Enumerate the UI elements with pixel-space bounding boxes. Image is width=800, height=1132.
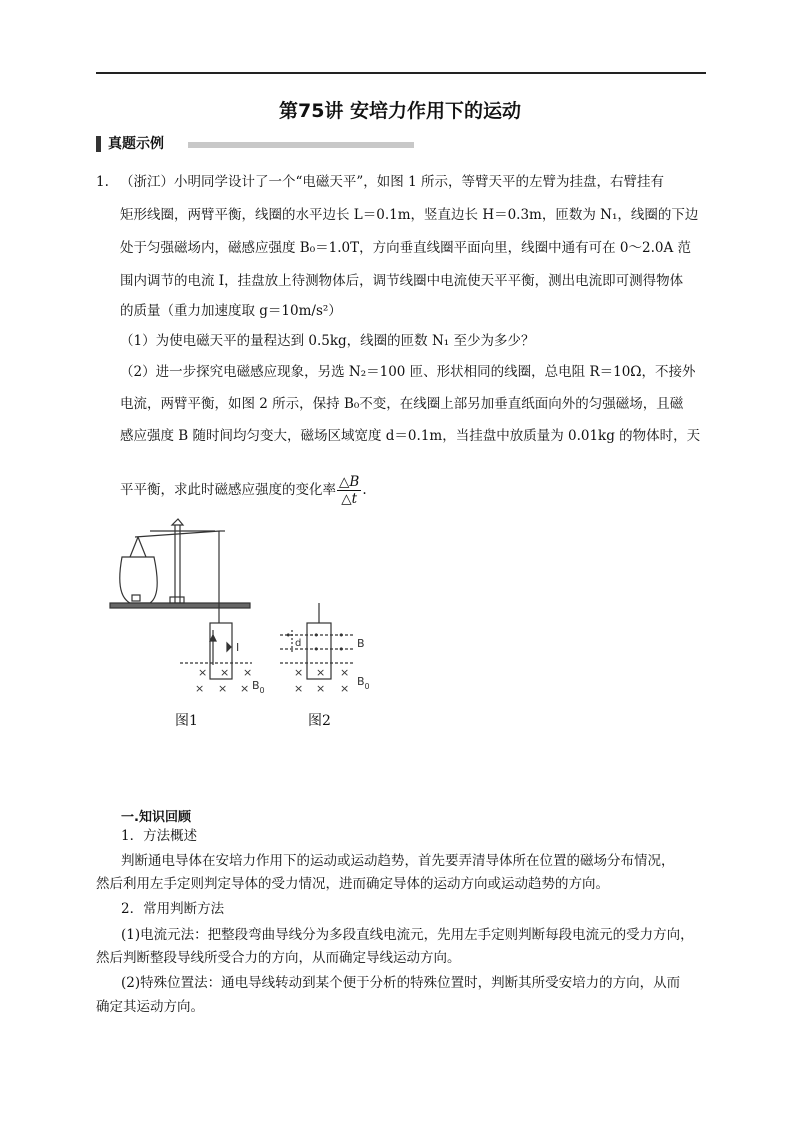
cross-mark: × — [316, 682, 326, 695]
cross-mark: × — [220, 666, 230, 679]
label-I: I — [236, 641, 240, 654]
question-2-line: （2）进一步探究电磁感应现象，另选 N₂＝100 匝、形状相同的线圈，总电阻 R＝10Ω，不接外 — [120, 364, 696, 380]
problem-number: 1. — [96, 174, 109, 190]
balance-arm-left — [135, 531, 220, 537]
problem-line: 的质量（重力加速度取 g＝10m/s²） — [120, 303, 342, 319]
paragraph-line: (1)电流元法：把整段弯曲导线分为多段直线电流元，先用左手定则判断每段电流元的受力方向， — [121, 927, 694, 943]
current-arrow-up — [210, 635, 216, 641]
label-B0-sub: 0 — [259, 686, 265, 695]
problem-line: （浙江）小明同学设计了一个“电磁天平”，如图 1 所示，等臂天平的左臂为挂盘，右臂挂有 — [120, 174, 664, 190]
cross-mark: × — [218, 682, 228, 695]
rate-fraction — [337, 474, 361, 507]
dot-mark: • — [313, 629, 320, 642]
cross-mark: × — [198, 666, 208, 679]
figure-balance — [100, 515, 400, 735]
top-rule — [96, 72, 706, 74]
label-B0-letter: B — [252, 679, 260, 692]
label-B0-fig2 — [357, 675, 370, 691]
cross-mark: × — [340, 666, 350, 679]
q2-prefix: 平平衡，求此时磁感应强度的变化率 — [120, 482, 336, 498]
question-1: （1）为使电磁天平的量程达到 0.5kg，线圈的匝数 N₁ 至少为多少？ — [120, 333, 535, 349]
fraction-numerator: △B — [339, 474, 360, 490]
dot-mark: • — [285, 629, 292, 642]
paragraph-line: 然后利用左手定则判定导体的受力情况，进而确定导体的运动方向或运动趋势的方向。 — [96, 876, 609, 892]
figure-caption-2: 图2 — [308, 713, 331, 729]
paragraph-line: 确定其运动方向。 — [96, 999, 204, 1015]
page-title: 第75讲 安培力作用下的运动 — [278, 100, 522, 122]
label-B0-fig1 — [252, 679, 265, 695]
cross-mark: × — [240, 682, 250, 695]
problem-line: 围内调节的电流 I，挂盘放上待测物体后，调节线圈中电流使天平平衡，测出电流即可测得物体 — [120, 273, 684, 289]
question-2-last-line — [120, 474, 367, 507]
method-overview-title: 1．方法概述 — [121, 828, 198, 844]
cross-mark: × — [243, 666, 253, 679]
weighing-pan — [120, 557, 157, 603]
balance-pivot — [172, 519, 183, 525]
label-d: d — [295, 638, 302, 649]
dot-mark: • — [338, 629, 345, 642]
fraction-denominator: △t — [341, 491, 358, 507]
section-bar — [188, 142, 414, 148]
cross-mark: × — [195, 682, 205, 695]
cross-mark: × — [340, 682, 350, 695]
knowledge-heading: 一.知识回顾 — [121, 810, 191, 825]
label-B-fig2: B — [357, 637, 365, 650]
paragraph-line: 判断通电导体在安培力作用下的运动或运动趋势，首先要弄清导体所在位置的磁场分布情况， — [121, 853, 675, 869]
problem-line: 矩形线圈，两臂平衡，线圈的水平边长 L＝0.1m，竖直边长 H＝0.3m，匝数为 N₁，线圈的下边 — [120, 207, 699, 223]
dot-mark: • — [313, 643, 320, 656]
dot-mark: • — [338, 643, 345, 656]
section-marker — [96, 136, 101, 152]
question-2-line: 感应强度 B 随时间均匀变大，磁场区域宽度 d＝0.1m，当挂盘中放质量为 0.01kg 的物体时，天 — [120, 428, 701, 444]
paragraph-line: (2)特殊位置法：通电导线转动到某个便于分析的特殊位置时，判断其所受安培力的方向，从而 — [121, 975, 681, 991]
cross-mark: × — [294, 682, 304, 695]
section-title: 真题示例 — [108, 136, 164, 152]
paragraph-line: 然后判断整段导线所受合力的方向，从而确定导线运动方向。 — [96, 950, 461, 966]
cross-mark: × — [294, 666, 304, 679]
q2-suffix: . — [362, 482, 367, 498]
label-B0-letter: B — [357, 675, 365, 688]
label-B0-sub: 0 — [364, 682, 370, 691]
figure-caption-1: 图1 — [175, 713, 198, 729]
common-methods-title: 2．常用判断方法 — [121, 901, 225, 917]
cross-mark: × — [316, 666, 326, 679]
problem-line: 处于匀强磁场内，磁感应强度 B₀＝1.0T，方向垂直线圈平面向里，线圈中通有可在 0～2.0A 范 — [120, 240, 691, 256]
question-2-line: 电流，两臂平衡，如图 2 所示，保持 B₀不变，在线圈上部另加垂直纸面向外的匀强磁场，且磁 — [120, 396, 684, 412]
balance-base — [110, 603, 250, 608]
